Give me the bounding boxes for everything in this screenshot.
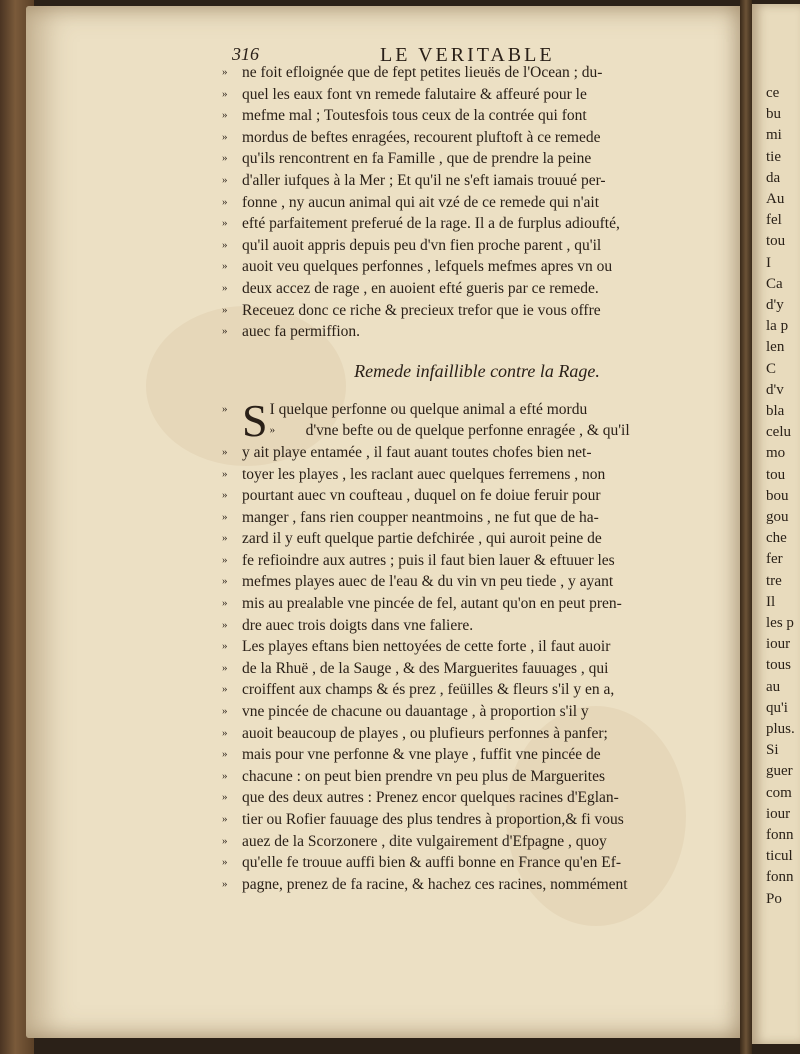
quote-mark: » [222, 130, 228, 143]
text-line [222, 831, 712, 853]
next-page-fragment: ce [766, 85, 780, 101]
text-line [222, 62, 712, 84]
text-line [222, 464, 712, 486]
next-page-fragment: tous [766, 657, 792, 674]
text-line [222, 192, 712, 214]
quote-mark: » [222, 791, 228, 804]
text-line [222, 528, 712, 550]
quote-mark: » [222, 152, 228, 165]
text-line [222, 148, 712, 170]
next-page-fragment: tre [766, 572, 782, 589]
text-line [222, 658, 712, 680]
line-text: de la Rhuë , de la Sauge , & des Marguerites fauuages , qui [242, 659, 609, 677]
text-line [222, 507, 712, 529]
text-line [222, 550, 712, 572]
next-page-fragment: mi [766, 127, 782, 144]
paragraph-intro [222, 62, 712, 343]
quote-mark: » [222, 553, 228, 566]
quote-mark: » [222, 173, 228, 186]
quote-mark: » [222, 769, 228, 782]
text-line [222, 127, 712, 149]
next-page-fragment: tie [766, 148, 781, 165]
line-text: zard il y euft quelque partie defchirée , qui auroit peine de [242, 530, 602, 548]
quote-mark: » [222, 618, 228, 631]
running-title: LE VERITABLE [380, 44, 555, 66]
quote-mark: » [222, 877, 228, 890]
quote-mark: » [222, 640, 228, 653]
next-page-fragment: plus. [766, 721, 795, 737]
next-page-fragment: iour [766, 805, 791, 822]
quote-mark: » [222, 109, 228, 122]
next-page-fragment: Po [766, 890, 782, 907]
line-text: efté parfaitement preferué de la rage. Il a de furplus adioufté, [242, 215, 620, 233]
line-text: pagne, prenez de fa racine, & hachez ces racines, nommément [242, 875, 628, 893]
next-page-fragment: celu [766, 424, 791, 441]
text-line [222, 744, 712, 766]
line-text: Les playes eftans bien nettoyées de cette forte , il faut auoir [242, 638, 611, 656]
next-page-fragment: C [766, 360, 777, 377]
quote-mark: » [222, 217, 228, 230]
line-text: auoit veu quelques perfonnes , lefquels mefmes apres vn ou [242, 258, 613, 276]
line-text: mefme mal ; Toutesfois tous ceux de la contrée qui font [242, 107, 587, 125]
next-page-fragment: gou [766, 509, 789, 525]
next-page-fragment: Si [766, 742, 779, 759]
quote-mark: » [269, 424, 276, 437]
next-page-fragment: d'y [766, 297, 784, 313]
text-line [222, 105, 712, 127]
text-line [222, 321, 712, 343]
quote-mark: » [222, 834, 228, 847]
text-line [222, 679, 712, 701]
line-text: Receuez donc ce riche & precieux trefor que ie vous offre [242, 301, 601, 319]
next-page-fragment: Il [766, 593, 776, 610]
section-heading: Remede infaillible contre la Rage. [354, 360, 600, 381]
line-text: I quelque perfonne ou quelque animal a efté mordu [269, 400, 588, 418]
next-page-fragment: au [766, 678, 781, 695]
line-text: d'vne befte ou de quelque perfonne enragée , & qu'il [305, 422, 630, 440]
next-page-fragment: Au [766, 191, 785, 207]
text-line [222, 636, 712, 658]
quote-mark: » [222, 325, 228, 338]
next-page-fragment: bou [766, 487, 789, 504]
line-text: manger , fans rien coupper neantmoins , ne fut que de ha- [242, 508, 599, 526]
next-page-fragment: Ca [766, 275, 783, 292]
next-page-fragment: guer [766, 763, 793, 780]
next-page-fragment: ticul [766, 848, 793, 865]
text-line [222, 852, 712, 874]
line-text: auoit beaucoup de playes , ou plufieurs perfonnes à panfer; [242, 724, 608, 742]
text-line [222, 485, 712, 507]
next-page-fragment: la p [766, 318, 789, 335]
text-line [222, 278, 712, 300]
text-line [222, 723, 712, 745]
quote-mark: » [222, 856, 228, 869]
next-page-fragment: I [766, 254, 771, 271]
next-page-fragment: qu'i [766, 699, 788, 716]
text-line [222, 213, 712, 235]
page-number: 316 [232, 44, 259, 64]
text-line [222, 809, 712, 831]
quote-mark: » [222, 532, 228, 545]
line-text: fonne , ny aucun animal qui ait vzé de ce remede qui n'ait [242, 193, 599, 211]
quote-mark: » [222, 683, 228, 696]
line-text: mordus de beftes enragées, recourent pluftoft à ce remede [242, 128, 601, 146]
quote-mark: » [222, 238, 228, 251]
quote-mark: » [222, 661, 228, 674]
quote-mark: » [222, 467, 228, 480]
text-line [222, 766, 712, 788]
line-text: mefmes playes auec de l'eau & du vin vn peu tiede , y ayant [242, 573, 614, 591]
next-page-fragment: tou [766, 233, 786, 250]
line-text: qu'il auoit appris depuis peu d'vn fien proche parent , qu'il [242, 236, 602, 254]
text-line [222, 787, 712, 809]
next-page-fragment: tou [766, 466, 786, 483]
line-text: ne foit efloignée que de fept petites lieuës de l'Ocean ; du- [242, 64, 603, 81]
quote-mark: » [222, 813, 228, 825]
text-line [270, 420, 712, 442]
line-text: toyer les playes , les raclant auec quelques ferremens , non [242, 465, 606, 483]
quote-mark: » [222, 402, 228, 415]
quote-mark: » [222, 281, 228, 294]
line-text: auec fa permiffion. [242, 323, 361, 341]
text-line [222, 701, 712, 723]
quote-mark: » [222, 445, 228, 458]
next-page-fragment: com [766, 784, 792, 801]
line-text: pourtant auec vn coufteau , duquel on fe doiue feruir pour [242, 487, 601, 505]
quote-mark: » [222, 303, 228, 316]
quote-mark: » [222, 510, 228, 523]
next-page-fragment: d'v [766, 381, 784, 398]
next-page-fragment: fel [766, 212, 782, 229]
next-page-fragment: bla [766, 403, 785, 419]
page-gutter [740, 0, 752, 1054]
quote-mark: » [222, 195, 228, 208]
line-text: dre auec trois doigts dans vne faliere. [242, 616, 474, 634]
text-line [222, 571, 712, 593]
text-line [222, 235, 712, 257]
next-page-fragment: da [766, 169, 781, 186]
text-line [222, 170, 712, 192]
line-text: y ait playe entamée , il faut auant toutes chofes bien net- [242, 443, 592, 461]
quote-mark: » [222, 748, 228, 761]
next-page-fragment: bu [766, 106, 781, 123]
line-text: que des deux autres : Prenez encor quelques racines d'Eglan- [242, 789, 619, 807]
next-page-fragment: fer [766, 551, 783, 568]
next-page-fragment: mo [766, 445, 786, 462]
quote-mark: » [222, 705, 228, 718]
line-text: mais pour vne perfonne & vne playe , fuffit vne pincée de [242, 746, 601, 764]
line-text: tier ou Rofier fauuage des plus tendres à proportion,& fi vous [242, 811, 624, 828]
quote-mark: » [222, 260, 228, 273]
line-text: qu'elle fe trouue auffi bien & auffi bonne en France qu'en Ef- [242, 854, 622, 872]
text-line [222, 442, 712, 464]
drop-cap: S [242, 394, 268, 446]
text-line [222, 615, 712, 637]
line-text: fe refioindre aux autres ; puis il faut bien lauer & eftuuer les [242, 551, 615, 569]
next-page-fragment: fonn [766, 869, 794, 886]
next-page-fragment: les p [766, 615, 794, 631]
line-text: qu'ils rencontrent en fa Famille , que de prendre la peine [242, 150, 592, 168]
next-page-fragment: len [766, 339, 785, 356]
text-line [222, 593, 712, 615]
paragraph-remedy [222, 394, 712, 896]
line-text: quel les eaux font vn remede falutaire & affeuré pour le [242, 85, 587, 103]
text-line [222, 84, 712, 106]
next-page-fragment: iour [766, 636, 791, 653]
text-line [222, 874, 712, 896]
text-line [222, 300, 712, 322]
text-line [222, 256, 712, 278]
quote-mark: » [222, 489, 228, 502]
line-text: auez de la Scorzonere , dite vulgairement d'Efpagne , quoy [242, 832, 607, 850]
next-page-fragment: che [766, 530, 787, 547]
quote-mark: » [222, 66, 228, 78]
line-text: mis au prealable vne pincée de fel, autant qu'on en peut pren- [242, 595, 622, 613]
line-text: croiffent aux champs & és prez , feüilles & fleurs s'il y en a, [242, 681, 615, 699]
quote-mark: » [222, 597, 228, 610]
line-text: vne pincée de chacune ou dauantage , à proportion s'il y [242, 703, 589, 721]
quote-mark: » [222, 575, 228, 588]
page-text [222, 62, 712, 895]
line-text: deux accez de rage , en auoient efté gueris par ce remede. [242, 279, 599, 297]
quote-mark: » [222, 87, 228, 100]
next-page-fragment: fonn [766, 827, 794, 843]
right-page-edge [752, 4, 800, 1044]
line-text: chacune : on peut bien prendre vn peu plus de Marguerites [242, 767, 605, 785]
line-text: d'aller iufques à la Mer ; Et qu'il ne s'eft iamais trouué per- [242, 171, 606, 189]
quote-mark: » [222, 726, 228, 739]
